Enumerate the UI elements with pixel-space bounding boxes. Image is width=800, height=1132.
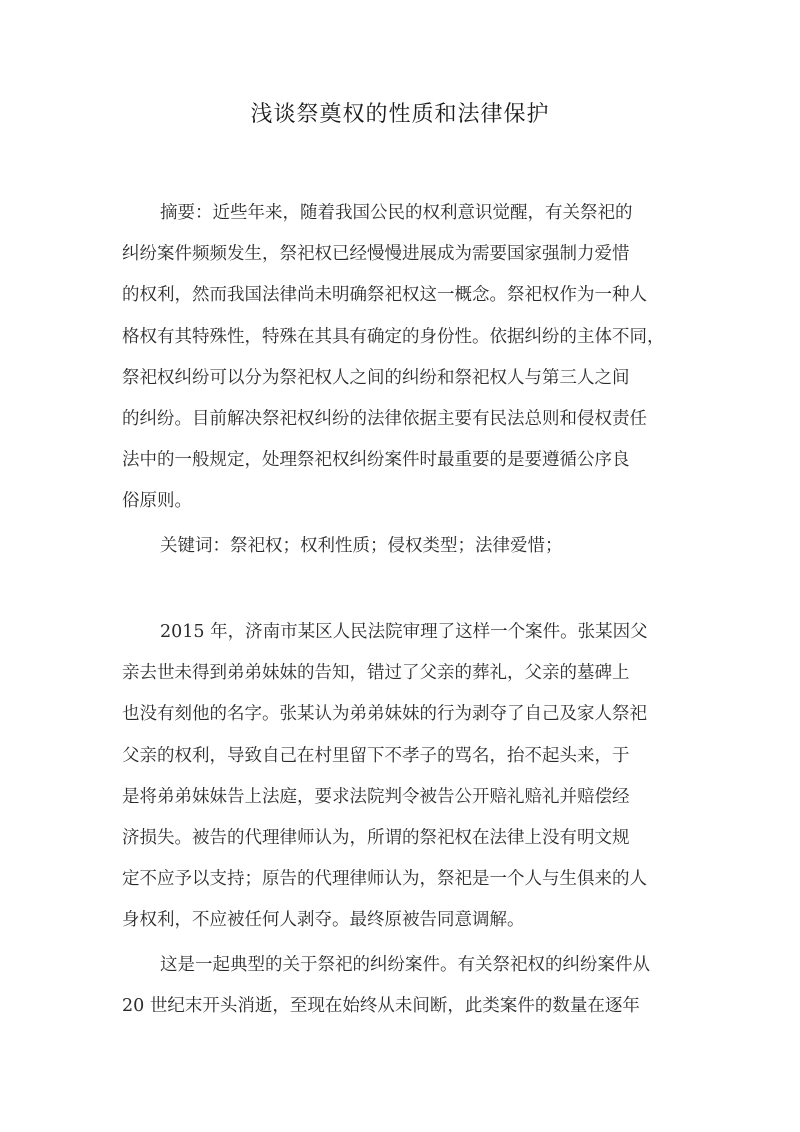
- body-line: 身权利，不应被任何人剥夺。最终原被告同意调解。: [122, 910, 525, 930]
- body-line: 定不应予以支持；原告的代理律师认为，祭祀是一个人与生俱来的人: [122, 869, 647, 889]
- abstract-line: 俗原则。: [122, 491, 192, 511]
- abstract-line: 摘要：近些年来，随着我国公民的权利意识觉醒，有关祭祀的: [160, 203, 633, 223]
- keywords-line: 关键词：祭祀权；权利性质；侵权类型；法律爱惜；: [160, 536, 563, 556]
- body-line: 2015 年，济南市某区人民法院审理了这样一个案件。张某因父: [160, 622, 648, 642]
- body-line: 这是一起典型的关于祭祀的纠纷案件。有关祭祀权的纠纷案件从: [160, 955, 650, 975]
- body-line: 父亲的权利，导致自己在村里留下不孝子的骂名，抬不起头来，于: [122, 746, 630, 766]
- body-line: 济损失。被告的代理律师认为，所谓的祭祀权在法律上没有明文规: [122, 828, 630, 848]
- abstract-line: 法中的一般规定，处理祭祀权纠纷案件时最重要的是要遵循公序良: [122, 450, 630, 470]
- body-line: 20 世纪末开头消逝，至现在始终从未间断，此类案件的数量在逐年: [122, 996, 640, 1016]
- abstract-line: 的权利，然而我国法律尚未明确祭祀权这一概念。祭祀权作为一种人: [122, 285, 647, 305]
- document-title: 浅谈祭奠权的性质和法律保护: [250, 102, 550, 127]
- body-line: 亲去世未得到弟弟妹妹的告知，错过了父亲的葬礼，父亲的墓碑上: [122, 663, 630, 683]
- abstract-line: 格权有其特殊性，特殊在其具有确定的身份性。依据纠纷的主体不同，: [122, 327, 665, 347]
- abstract-line: 纠纷案件频频发生，祭祀权已经慢慢进展成为需要国家强制力爱惜: [122, 244, 630, 264]
- abstract-line: 的纠纷。目前解决祭祀权纠纷的法律依据主要有民法总则和侵权责任: [122, 409, 647, 429]
- body-line: 是将弟弟妹妹告上法庭，要求法院判令被告公开赔礼赔礼并赔偿经: [122, 787, 630, 807]
- body-line: 也没有刻他的名字。张某认为弟弟妹妹的行为剥夺了自己及家人祭祀: [122, 704, 647, 724]
- abstract-line: 祭祀权纠纷可以分为祭祀权人之间的纠纷和祭祀权人与第三人之间: [122, 368, 630, 388]
